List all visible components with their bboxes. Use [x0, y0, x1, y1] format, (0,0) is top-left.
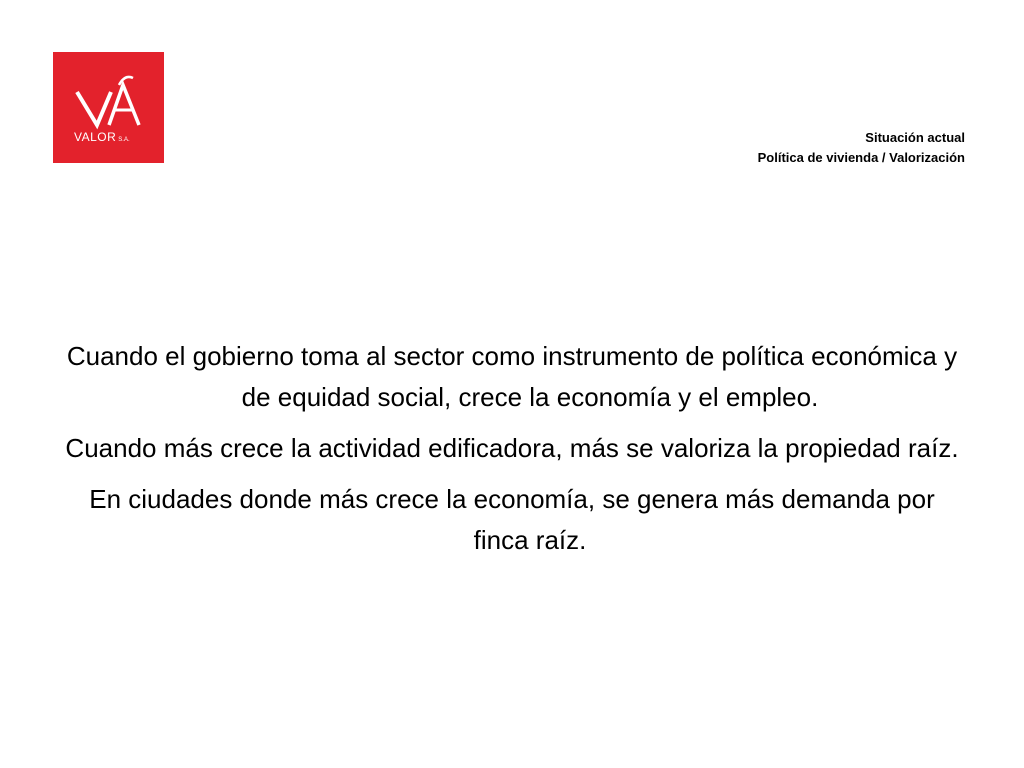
paragraph-1: Cuando el gobierno toma al sector como instrumento de política económica y de equidad social, crece la economía y el empleo.	[66, 341, 958, 412]
logo-suffix: S.A.	[118, 137, 130, 143]
logo-wordmark	[74, 130, 130, 144]
body-text	[62, 336, 962, 571]
logo-name: VALOR	[74, 130, 117, 144]
paragraph-2: Cuando más crece la actividad edificadora, más se valoriza la propiedad raíz.	[65, 433, 959, 463]
valor-logo-mark-icon	[53, 52, 164, 163]
paragraph-3: En ciudades donde más crece la economía, se genera más demanda por finca raíz.	[89, 484, 935, 555]
valor-logo	[53, 52, 164, 163]
section-header	[758, 128, 965, 168]
section-title: Situación actual	[865, 130, 965, 145]
section-subtitle: Política de vivienda / Valorización	[757, 150, 965, 165]
